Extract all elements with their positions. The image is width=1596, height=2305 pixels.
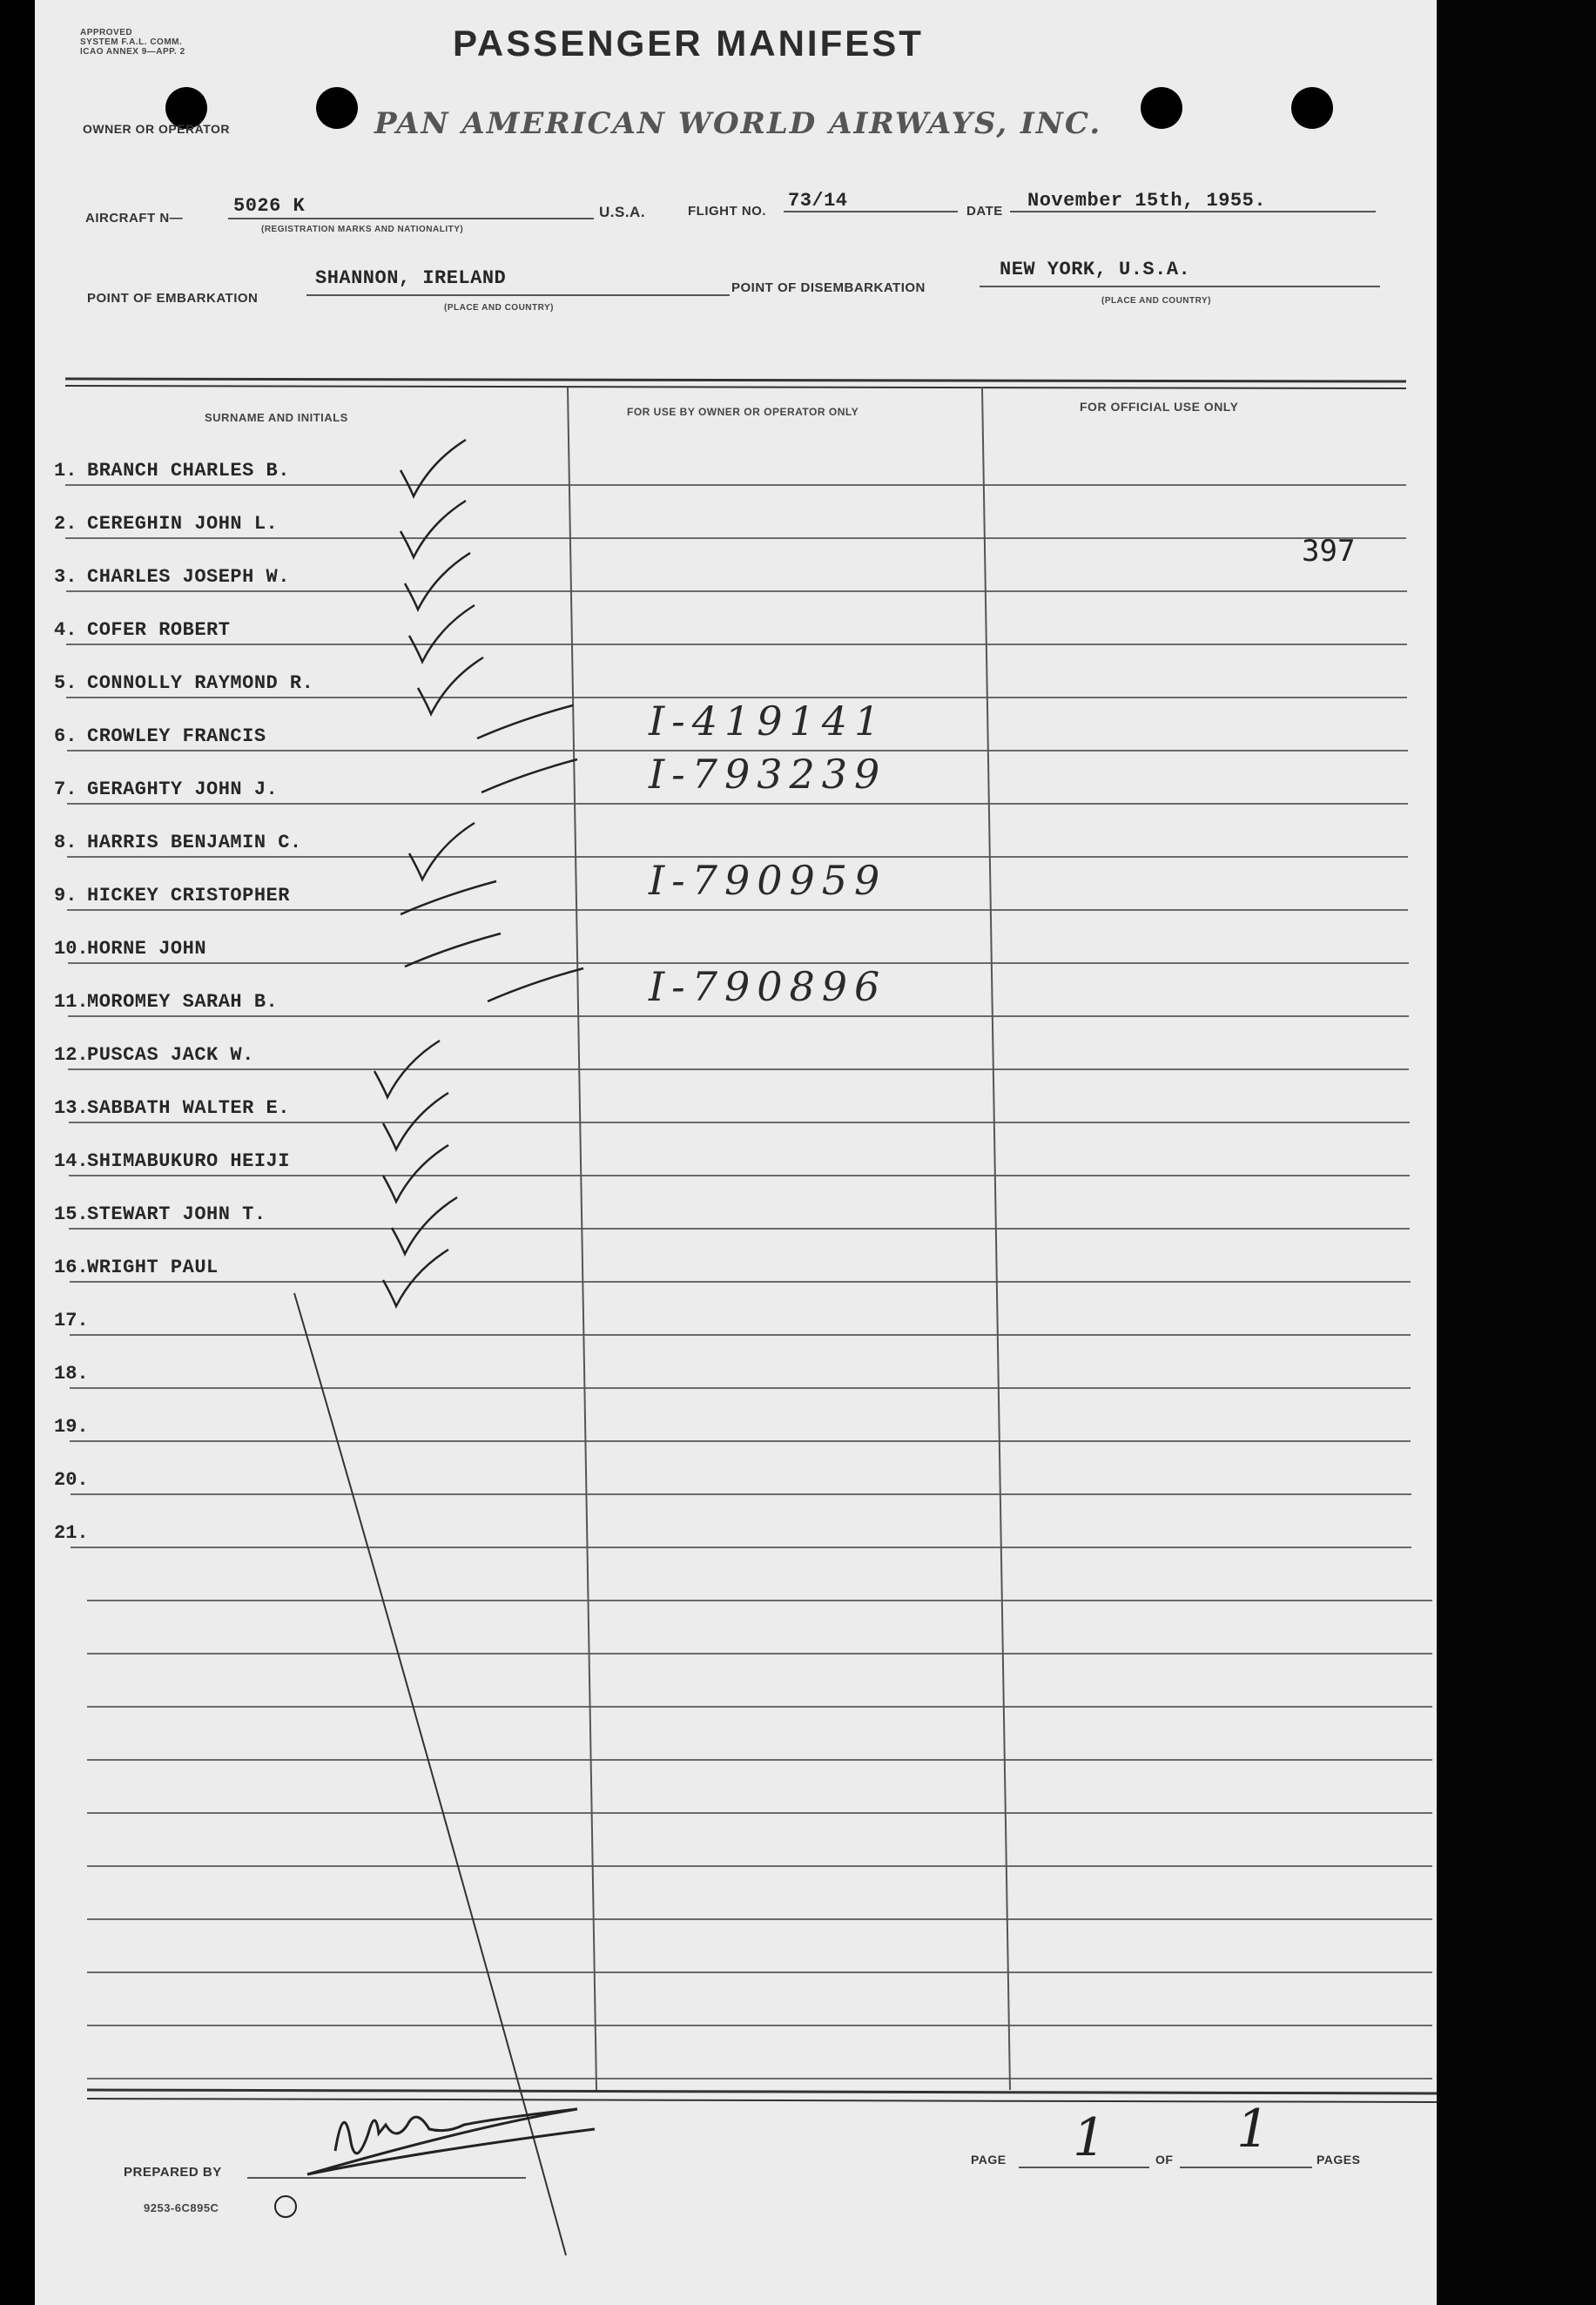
dash-mark [488,968,583,1001]
passenger-name: HORNE JOHN [87,938,207,960]
check-mark [383,1093,448,1149]
row-number: 13. [54,1097,89,1119]
row-number: 17. [54,1310,89,1331]
row-number: 19. [54,1416,89,1438]
immigration-number: I-790896 [649,963,887,1010]
row-number: 4. [54,619,77,641]
owner-name: PAN AMERICAN WORLD AIRWAYS, INC. [374,106,1102,141]
check-mark [409,823,475,880]
passenger-name: SHIMABUKURO HEIJI [87,1150,290,1172]
check-mark [383,1250,448,1306]
date-label: DATE [966,204,1003,219]
check-mark [418,657,483,714]
approval-line: ICAO ANNEX 9—APP. 2 [80,47,185,57]
row-number: 10. [54,938,89,960]
passenger-name: CEREGHIN JOHN L. [87,513,279,535]
row-number: 1. [54,460,77,482]
prepared-by-label: PREPARED BY [124,2165,222,2180]
of-label: OF [1155,2153,1174,2167]
immigration-number: I-793239 [649,751,887,798]
flight-label: FLIGHT NO. [688,204,766,219]
passenger-name: MOROMEY SARAH B. [87,991,279,1013]
disembark-sublabel: (PLACE AND COUNTRY) [1101,296,1211,306]
passenger-name: HARRIS BENJAMIN C. [87,832,302,853]
aircraft-sublabel: (REGISTRATION MARKS AND NATIONALITY) [261,225,464,234]
row-number: 3. [54,566,77,588]
dash-mark [405,933,501,967]
row-number: 5. [54,672,77,694]
immigration-number: I-790959 [649,857,887,904]
passenger-name: PUSCAS JACK W. [87,1044,254,1066]
row-number: 18. [54,1363,89,1385]
dash-mark [401,881,496,914]
page-label: PAGE [971,2153,1007,2167]
passenger-name: BRANCH CHARLES B. [87,460,290,482]
passenger-name: STEWART JOHN T. [87,1203,266,1225]
official-stamp-number: 397 [1302,534,1356,569]
column-header-surname: SURNAME AND INITIALS [205,411,348,424]
passenger-name: GERAGHTY JOHN J. [87,778,279,800]
check-mark [405,553,470,610]
row-number: 12. [54,1044,89,1066]
flight-value: 73/14 [788,190,848,212]
page-number: 1 [1073,2107,1107,2168]
check-mark [383,1145,448,1202]
form-number: 9253-6C895C [144,2201,219,2214]
form-title: PASSENGER MANIFEST [453,23,924,64]
dash-mark [477,705,573,738]
page-count: 1 [1236,2099,1270,2160]
passenger-name: HICKEY CRISTOPHER [87,885,290,906]
dash-mark [481,759,577,792]
country-label: U.S.A. [599,204,646,220]
embark-sublabel: (PLACE AND COUNTRY) [444,303,554,313]
disembark-label: POINT OF DISEMBARKATION [731,280,926,295]
embark-value: SHANNON, IRELAND [315,267,507,289]
row-number: 9. [54,885,77,906]
column-header-official: FOR OFFICIAL USE ONLY [1080,400,1239,414]
row-number: 11. [54,991,89,1013]
owner-label: OWNER OR OPERATOR [83,122,230,136]
date-value: November 15th, 1955. [1027,190,1267,212]
row-number: 14. [54,1150,89,1172]
row-number: 8. [54,832,77,853]
immigration-number: I-419141 [649,698,887,745]
passenger-name: SABBATH WALTER E. [87,1097,290,1119]
passenger-name: WRIGHT PAUL [87,1257,219,1278]
passenger-name: CROWLEY FRANCIS [87,725,266,747]
embark-label: POINT OF EMBARKATION [87,291,259,306]
row-number: 6. [54,725,77,747]
row-number: 15. [54,1203,89,1225]
row-number: 2. [54,513,77,535]
check-mark [392,1197,457,1254]
check-mark [401,440,466,496]
approval-line: APPROVED [80,28,133,37]
signature-mark [307,2109,595,2174]
check-mark [401,501,466,557]
disembark-value: NEW YORK, U.S.A. [1000,259,1191,280]
passenger-name: CHARLES JOSEPH W. [87,566,290,588]
column-header-operator: FOR USE BY OWNER OR OPERATOR ONLY [627,406,859,418]
row-number: 16. [54,1257,89,1278]
pages-label: PAGES [1317,2153,1361,2167]
check-mark [374,1041,440,1097]
check-mark [409,605,475,662]
passenger-name: CONNOLLY RAYMOND R. [87,672,314,694]
approval-line: SYSTEM F.A.L. COMM. [80,37,183,47]
row-number: 20. [54,1469,89,1491]
passenger-name: COFER ROBERT [87,619,231,641]
row-number: 7. [54,778,77,800]
aircraft-label: AIRCRAFT N— [85,211,184,226]
aircraft-value: 5026 K [233,195,306,217]
row-number: 21. [54,1522,89,1544]
